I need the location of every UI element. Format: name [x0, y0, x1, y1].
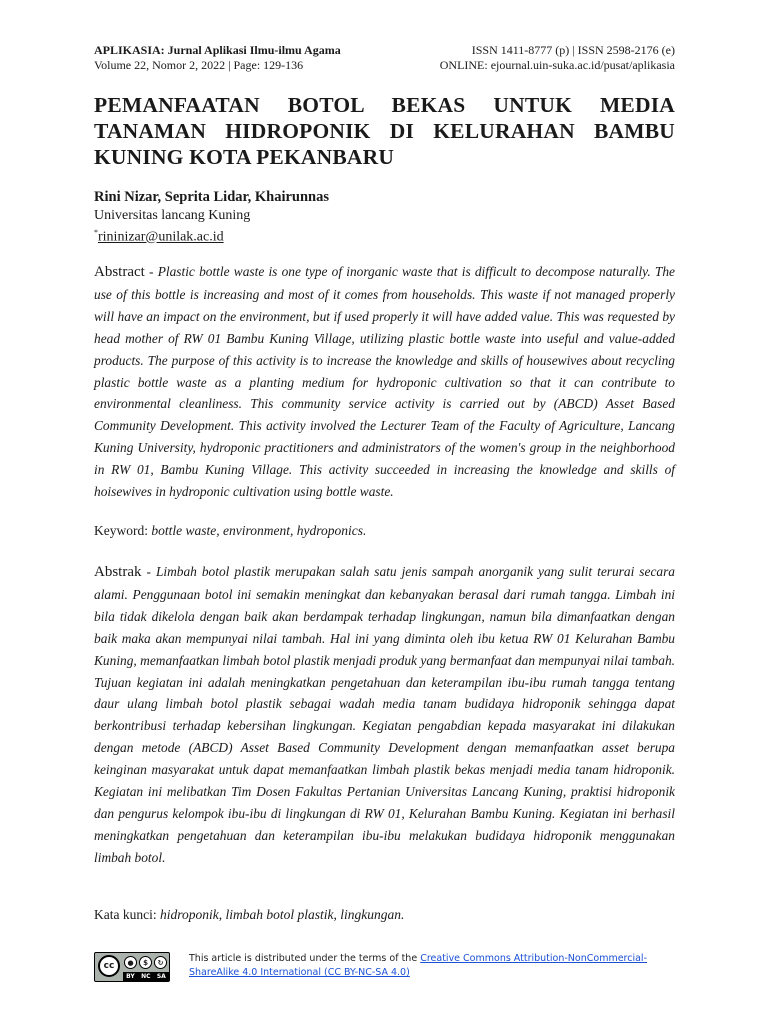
sharealike-icon: ↻	[154, 956, 167, 969]
abstract-text: Plastic bottle waste is one type of inorganic waste that is difficult to decompose naturally. The use of this bottle is increasing and most of it comes from households. This waste if not managed properly will have an impact on the environment, but if used properly it will have added value. This was requested by head mother of RW 01 Bambu Kuning Village, utilizing plastic bottle waste into useful and value-added products. The purpose of this activity is to increase the knowledge and skills of housewives about recycling plastic bottle waste as a planting medium for hydroponic cultivation so that it can contribute to environmental cleanliness. This community service activity is carried out by (ABCD) Asset Based Community Development. This activity involved the Lecturer Team of the Faculty of Agriculture, Lancang Kuning University, hydroponic practitioners and administrators of the women's group in the neighborhood in RW 01, Bambu Kuning Village. This activity succeeded in increasing the knowledge and skills of hoisewives in hydroponic cultivation using bottle waste.	[94, 264, 675, 500]
volume-info: Volume 22, Nomor 2, 2022 | Page: 129-136	[94, 58, 304, 72]
email-line	[94, 228, 224, 246]
keywords-english	[94, 523, 366, 539]
title-line: KUNING KOTA PEKANBARU	[94, 145, 395, 169]
title-line: TANAMAN HIDROPONIK DI KELURAHAN BAMBU	[94, 119, 675, 143]
cc-by-nc-sa-badge-icon[interactable]	[94, 952, 170, 982]
abstract-dash: -	[144, 264, 158, 279]
kata-kunci-label: Kata kunci:	[94, 907, 160, 922]
keywords-indonesian	[94, 907, 404, 923]
title-line: PEMANFAATAN BOTOL BEKAS UNTUK MEDIA	[94, 93, 675, 117]
keyword-values: bottle waste, environment, hydroponics.	[151, 523, 367, 538]
badge-nc: NC	[141, 973, 151, 980]
license-prefix: This article is distributed under the terms of the	[189, 953, 421, 964]
abstract-indonesian	[94, 561, 675, 869]
authors: Rini Nizar, Seprita Lidar, Khairunnas	[94, 189, 330, 205]
abstract-english	[94, 261, 675, 503]
badge-by: BY	[126, 973, 135, 980]
abstrak-dash: -	[141, 564, 156, 579]
abstract-label: Abstract	[94, 264, 145, 280]
badge-labels	[123, 972, 169, 981]
online-url: ONLINE: ejournal.uin-suka.ac.id/pusat/aplikasia	[439, 58, 675, 72]
abstrak-text: Limbah botol plastik merupakan salah satu jenis sampah anorganik yang sulit terurai secara alami. Penggunaan botol ini semakin meningkat dan kebanyakan berasal dari rumah tangga. Limbah ini bila tidak dikelola dengan baik akan berdampak terhadap lingkungan, namun bila dimanfaatkan dengan baik maka akan mempunyai nilai tambah. Hal ini yang diminta oleh ibu ketua RW 01 Kelurahan Bambu Kuning, memanfaatkan limbah botol plastik menjadi produk yang bermanfaat dan mempunyai nilai tambah. Tujuan kegiatan ini adalah meningkatkan pengetahuan dan keterampilan ibu-ibu rumah tangga tentang daur ulang limbah botol plastik sebagai wadah media tanam budidaya hidroponik sehingga dapat berkontribusi terhadap kebersihan lingkungan. Kegiatan pengabdian kepada masyarakat ini dilakukan dengan metode (ABCD) Asset Based Community Development dengan memanfaatkan asset berupa keinginan masyarakat untuk dapat memanfaatkan limbah plastik bekas menjadi media tanam hidroponik. Kegiatan ini melibatkan Tim Dosen Fakultas Pertanian Universitas Lancang Kuning, praktisi hidroponik dan pengurus kelompok ibu-ibu di lingkungan di RW 01, Kelurahan Bambu Kuning. Kegiatan ini berhasil meningkatkan pengetahuan dan keterampilan ibu-ibu melakukan budidaya hidroponik menggunakan limbah botol.	[94, 564, 675, 865]
license-link[interactable]: Creative Commons Attribution-NonCommercial-ShareAlike 4.0 International (CC BY-NC-SA 4.0)	[189, 953, 647, 978]
badge-sa: SA	[156, 973, 166, 980]
kata-kunci-values: hidroponik, limbah botol plastik, lingkungan.	[159, 907, 405, 922]
email-marker: *	[94, 228, 98, 237]
journal-header	[94, 43, 675, 73]
keyword-label: Keyword:	[94, 523, 152, 538]
journal-name: APLIKASIA: Jurnal Aplikasi Ilmu-ilmu Agama	[94, 43, 341, 57]
affiliation: Universitas lancang Kuning	[94, 208, 251, 223]
license-text	[189, 952, 659, 980]
attribution-icon: ●	[124, 956, 137, 969]
license-footer	[94, 950, 675, 986]
cc-icon: cc	[98, 955, 120, 977]
email-link[interactable]: rininizar@unilak.ac.id	[98, 229, 224, 245]
abstrak-label: Abstrak	[94, 564, 142, 580]
issn: ISSN 1411-8777 (p) | ISSN 2598-2176 (e)	[471, 43, 675, 57]
noncommercial-icon: $	[139, 956, 152, 969]
paper-title	[94, 92, 675, 170]
